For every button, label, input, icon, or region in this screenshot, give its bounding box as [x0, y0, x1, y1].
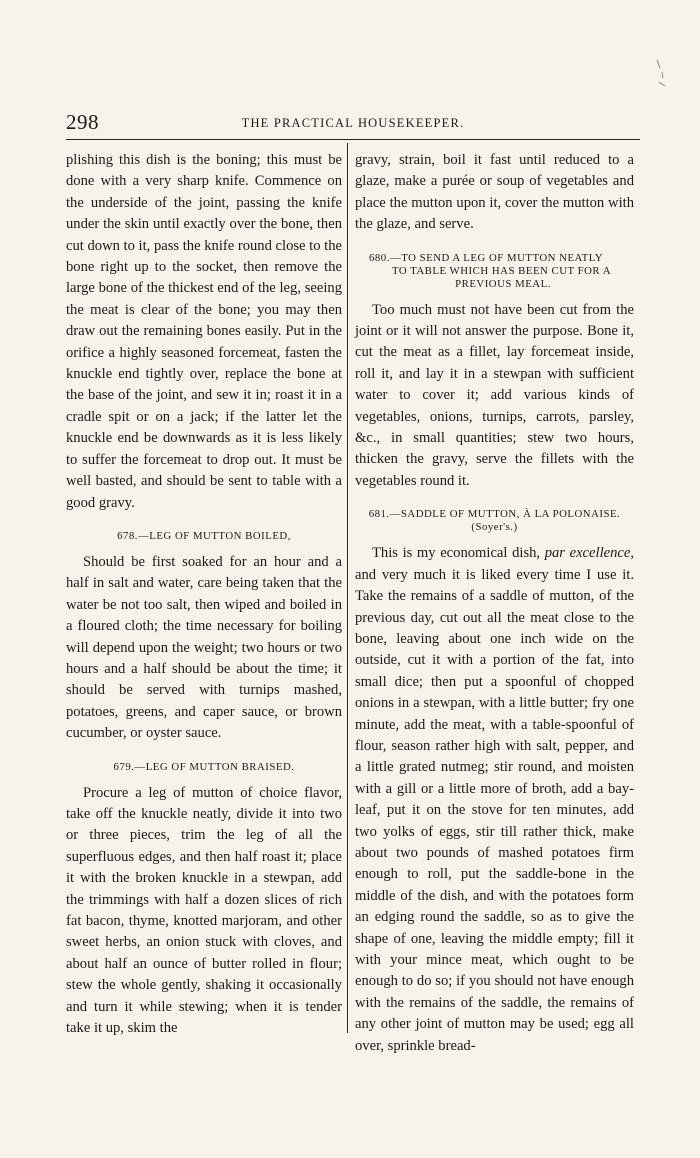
recipe-heading-680 — [355, 252, 634, 291]
recipe-body-679: Procure a leg of mutton of choice flavor, take off the knuckle neatly, divide it into two or three pieces, trim the leg of all the superfluous edges, and then half roast it; place it with the broken knuckle in a stewpan, add the trimmings with half a dozen slices of rich fat bacon, thyme, knotted marjoram, and other sweet herbs, an onion stuck with cloves, and about half an ounce of butter rolled in flour; stew the whole gently, shaking it occasionally and turn it while stewing; when it is tender take it up, skim the — [66, 784, 342, 1037]
recipe-heading-680-line2: TO TABLE WHICH HAS BEEN CUT FOR A PREVIOUS MEAL. — [391, 264, 612, 290]
recipe-heading-681 — [355, 508, 634, 534]
recipe-heading-680-line1: 680.—TO SEND A LEG OF MUTTON NEATLY — [369, 251, 604, 264]
recipe-body-681-start: This is my economical dish, — [372, 545, 545, 562]
recipe-heading-681-source: (Soyer's.) — [471, 521, 518, 534]
column-divider — [347, 143, 348, 1033]
paragraph-braised-continued: gravy, strain, boil it fast until reduced to a glaze, make a purée or soup of vegetables and place the mutton upon it, cover the mutton with the glaze, and serve. — [355, 152, 634, 233]
recipe-body-681-italic: par excellence — [544, 545, 631, 562]
margin-speck — [654, 58, 668, 88]
recipe-heading-681-title: 681.—SADDLE OF MUTTON, À LA POLONAISE. — [368, 508, 621, 521]
recipe-heading-679: 679.—LEG OF MUTTON BRAISED. — [113, 760, 295, 773]
right-column — [355, 150, 634, 1057]
recipe-body-678: Should be first soaked for an hour and a half in salt and water, care being taken that the water be not too salt, then wiped and boiled in a floured cloth; the time necessary for boiling will depend upon the weight; two hours or two hours and a half should be about the time; it should be served with turnips mashed, potatoes, greens, and caper sauce, or brown cucumber, or oyster sauce. — [66, 553, 342, 742]
recipe-heading-678: 678.—LEG OF MUTTON BOILED, — [117, 529, 291, 542]
paragraph-boning-continued: plishing this dish is the boning; this must be done with a very sharp knife. Commence on the underside of the joint, passing the knife under the skin until exactly over the bone, then cut down to it, pass the knife round close to the bone right up to the socket, then remove the large bone of the thickest end of the leg, seeing the meat is clear of the bone; you may then draw out the remaining bones easily. Put in the orifice a highly seasoned forcemeat, fasten the knuckle end tightly over, replace the bone at the base of the joint, and sew it in; roast it in a cradle spit or on a jack; if the latter let the knuckle end be downwards as it is less likely to suffer the forcemeat to drop out. It must be well basted, and should be sent to table with a good gravy. — [66, 152, 343, 511]
recipe-body-681-rest: , and very much it is liked every time I use it. Take the remains of a saddle of mutton, of the previous day, cut out all the meat close to the bone, leaving about one inch wide on the outside, cut it with a portion of the fat, into small dice; then put a spoonful of chopped onions in a stewpan, with a little butter; fry one minute, add the meat, with a table-spoonful of flour, season rather high with salt, pepper, and a little grated nutmeg; stir round, and moisten with a gill or a little more of broth, add a bay-leaf, put it on the stove for ten minutes, add two yolks of eggs, stir till rather thick, make about two pounds of mashed potatoes firm enough to roll, put the saddle-bone in the middle of the dish, and with the potatoes form an edging round the saddle, so as to give the shape of one, leaving the middle empty; fill it with your mince meat, which ought to be enough to do so; if you should not have enough with the remains of the saddle, the remains of any other joint of mutton may be used; egg all over, sprinkle bread- — [355, 545, 635, 1054]
recipe-body-680: Too much must not have been cut from the joint or it will not answer the purpose. Bone it, cut the meat as a fillet, lay forcemeat inside, roll it, and lay it in a stewpan with sufficient water to cover it; add various kinds of vegetables, onions, turnips, carrots, parsley, &c., in small quantities; stew two hours, thicken the gravy, serve the fillets with the vegetables round it. — [355, 301, 634, 489]
recipe-body-681 — [355, 543, 634, 1057]
header-rule — [66, 139, 640, 140]
page-number: 298 — [66, 110, 99, 134]
running-title: THE PRACTICAL HOUSEKEEPER. — [241, 116, 465, 130]
left-column — [66, 150, 342, 1039]
page-header — [66, 110, 640, 136]
